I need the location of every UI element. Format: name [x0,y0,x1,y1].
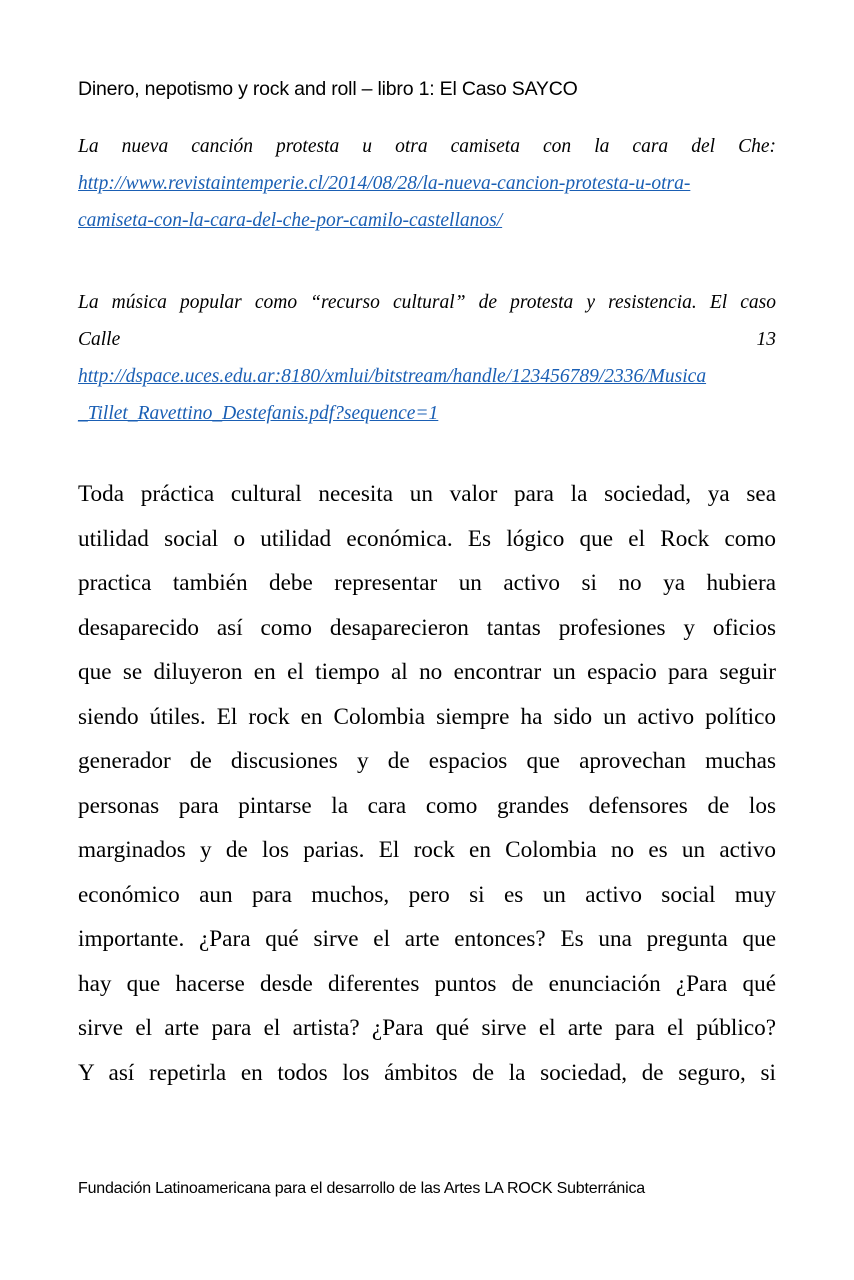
paragraph-line: sirve el arte para el artista? ¿Para qué sirve el arte para el público? [78,1015,776,1041]
paragraph-line: económico aun para muchos, pero si es un activo social muy [78,881,776,908]
reference-title-number: 13 [756,329,776,350]
paragraph-line: importante. ¿Para qué sirve el arte entonces? Es una pregunta que [78,926,776,952]
body-paragraph [78,472,776,1095]
page-header: Dinero, nepotismo y rock and roll – libro 1: El Caso SAYCO [78,78,578,100]
paragraph-line: personas para pintarse la cara como grandes defensores de los [78,792,776,819]
reference-link[interactable]: camiseta-con-la-cara-del-che-por-camilo-castellanos/ [78,210,503,231]
reference-2 [78,284,776,432]
reference-title: La nueva canción protesta u otra camiseta con la cara del Che: [78,136,776,157]
paragraph-line: utilidad social o utilidad económica. Es lógico que el Rock como [78,525,776,552]
paragraph-line: practica también debe representar un activo si no ya hubiera [78,570,776,596]
paragraph-line: generador de discusiones y de espacios que aprovechan muchas [78,748,776,774]
page-footer: Fundación Latinoamericana para el desarrollo de las Artes LA ROCK Subterránica [78,1180,645,1197]
reference-title: La música popular como “recurso cultural” de protesta y resistencia. El caso [78,292,776,313]
paragraph-line: desaparecido así como desaparecieron tantas profesiones y oficios [78,614,776,641]
reference-1 [78,128,776,239]
paragraph-line: Toda práctica cultural necesita un valor para la sociedad, ya sea [78,481,776,507]
paragraph-line: hay que hacerse desde diferentes puntos de enunciación ¿Para qué [78,970,776,997]
reference-link[interactable]: http://www.revistaintemperie.cl/2014/08/28/la-nueva-cancion-protesta-u-otra- [78,173,691,194]
reference-link[interactable]: _Tillet_Ravettino_Destefanis.pdf?sequence=1 [78,403,439,424]
paragraph-line: que se diluyeron en el tiempo al no encontrar un espacio para seguir [78,659,776,685]
paragraph-line: marginados y de los parias. El rock en Colombia no es un activo [78,837,776,863]
reference-title-continued: Calle [78,329,121,350]
reference-link[interactable]: http://dspace.uces.edu.ar:8180/xmlui/bitstream/handle/123456789/2336/Musica [78,366,707,387]
paragraph-line: siendo útiles. El rock en Colombia siempre ha sido un activo político [78,703,776,730]
paragraph-line: Y así repetirla en todos los ámbitos de la sociedad, de seguro, si [78,1059,776,1086]
